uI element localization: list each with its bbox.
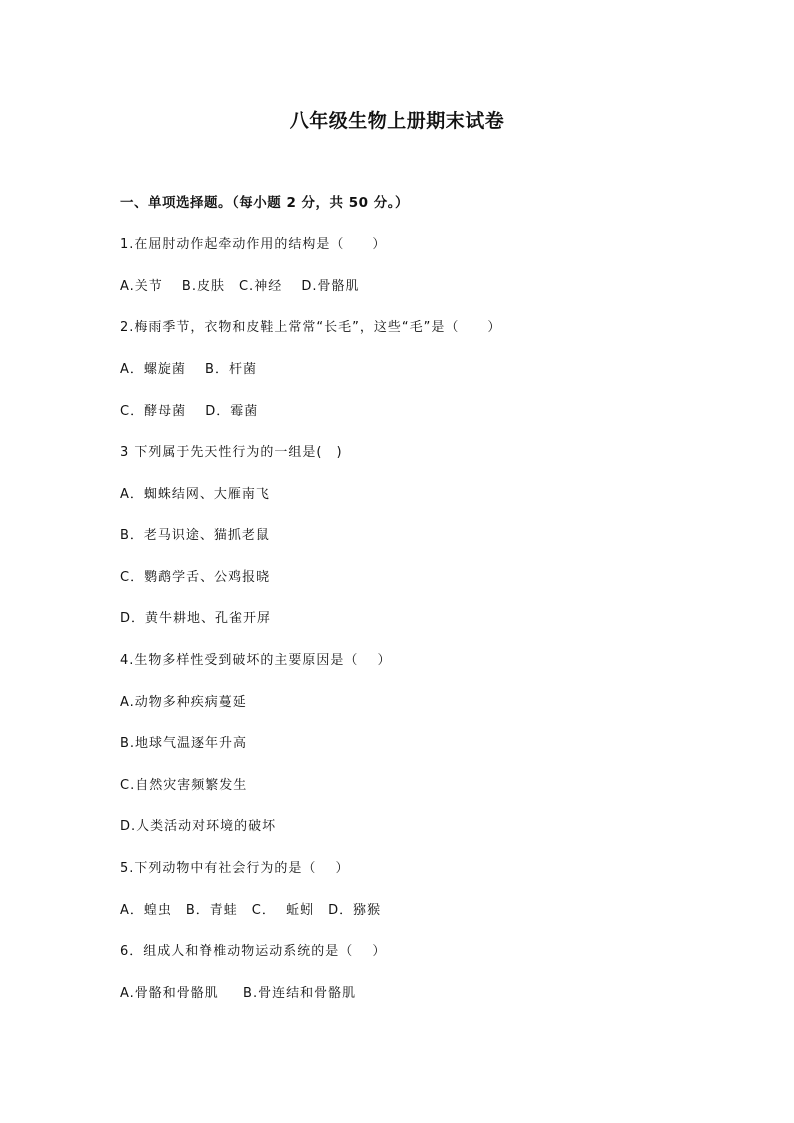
question-4-option-d: D.人类活动对环境的破坏 [120,819,277,834]
question-3-option-b: B．老马识途、猫抓老鼠 [120,528,270,543]
question-6-options: A.骨骼和骨骼肌 B.骨连结和骨骼肌 [120,986,357,1001]
question-2: 2.梅雨季节，衣物和皮鞋上常常“长毛”，这些“毛”是（ ） [120,320,502,335]
question-4-option-c: C.自然灾害频繁发生 [120,778,248,793]
question-5: 5.下列动物中有社会行为的是（ ） [120,861,350,876]
section-heading: 一、单项选择题。（每小题 2 分，共 50 分。） [120,195,409,211]
question-2-options-ab: A．螺旋菌 B．杆菌 [120,362,257,377]
question-2-options-cd: C．酵母菌 D．霉菌 [120,404,259,419]
question-4: 4.生物多样性受到破坏的主要原因是（ ） [120,653,392,668]
question-3-option-c: C．鹦鹉学舌、公鸡报晓 [120,570,271,585]
question-4-option-b: B.地球气温逐年升高 [120,736,248,751]
question-5-options: A．蝗虫 B．青蛙 C． 蚯蚓 D．猕猴 [120,903,382,918]
question-3-option-d: D．黄牛耕地、孔雀开屏 [120,611,272,626]
question-1-options: A.关节 B.皮肤 C.神经 D.骨骼肌 [120,279,360,294]
page-title: 八年级生物上册期末试卷 [289,110,505,132]
question-4-option-a: A.动物多种疾病蔓延 [120,695,247,710]
question-3: 3 下列属于先天性行为的一组是( ) [120,445,343,460]
question-3-option-a: A．蜘蛛结网、大雁南飞 [120,487,270,502]
question-6: 6．组成人和脊椎动物运动系统的是（ ） [120,944,387,959]
question-1: 1.在屈肘动作起牵动作用的结构是（ ） [120,237,387,252]
